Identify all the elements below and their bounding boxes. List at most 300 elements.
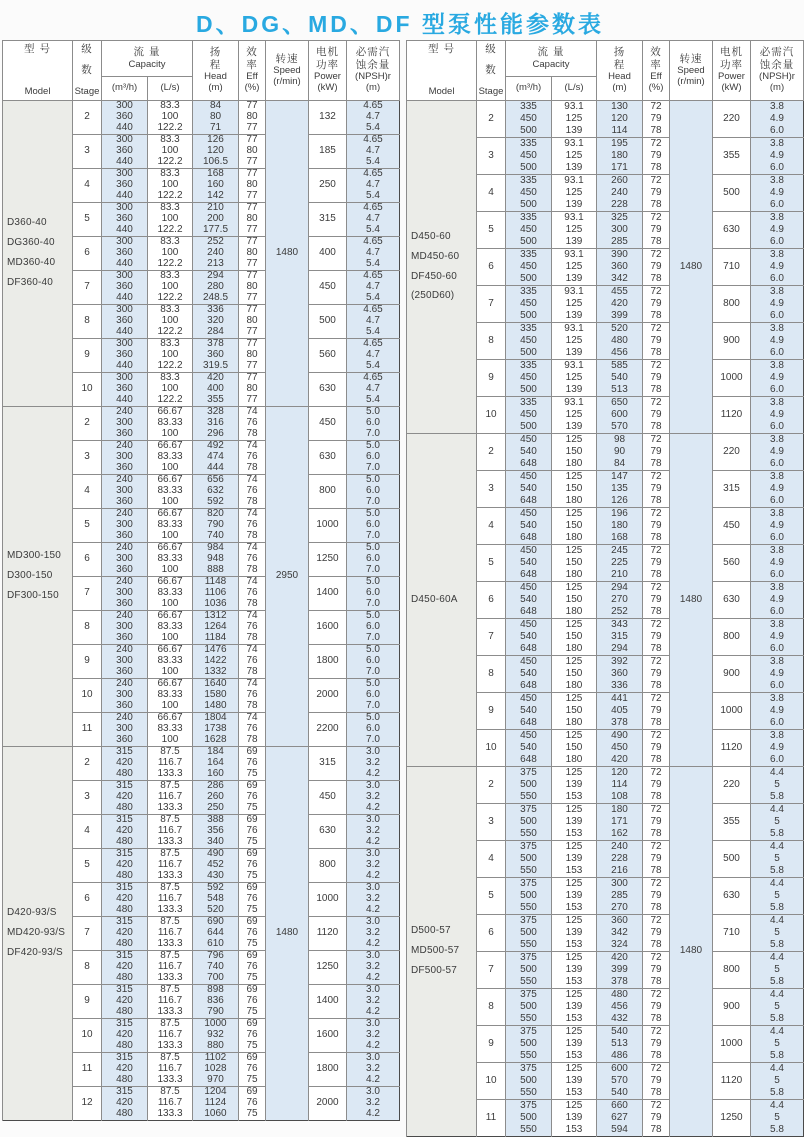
cell-flow-m3h: 300 — [102, 554, 148, 565]
cell-eff: 78 — [643, 1050, 670, 1063]
cell-eff: 72 — [643, 582, 670, 595]
cell-flow-ls: 100 — [148, 531, 193, 543]
cell-npsh: 4.65 — [347, 373, 400, 385]
cell-flow-ls: 93.1 — [552, 101, 597, 114]
cell-eff: 78 — [643, 643, 670, 656]
cell-npsh: 5.4 — [347, 361, 400, 373]
cell-flow-m3h: 335 — [506, 138, 552, 151]
cell-eff: 72 — [643, 915, 670, 928]
cell-head: 660 — [597, 1100, 643, 1113]
cell-npsh: 4.9 — [751, 705, 804, 717]
cell-stage: 9 — [477, 360, 506, 397]
cell-stage: 2 — [477, 101, 506, 138]
cell-flow-ls: 93.1 — [552, 397, 597, 410]
cell-npsh: 4.7 — [347, 146, 400, 157]
cell-power: 1120 — [713, 1063, 751, 1100]
cell-head: 200 — [193, 214, 239, 225]
cell-eff: 76 — [239, 622, 266, 633]
cell-power: 450 — [309, 407, 347, 441]
cell-head: 162 — [597, 828, 643, 841]
cell-model-group — [407, 767, 477, 1137]
cell-eff: 72 — [643, 508, 670, 521]
table-row — [407, 101, 804, 114]
cell-head: 585 — [597, 360, 643, 373]
cell-head: 320 — [193, 316, 239, 327]
cell-flow-m3h: 300 — [102, 203, 148, 215]
cell-npsh: 5 — [751, 816, 804, 828]
cell-eff: 79 — [643, 409, 670, 421]
cell-npsh: 6.0 — [347, 622, 400, 633]
cell-eff: 78 — [643, 495, 670, 508]
cell-head: 319.5 — [193, 361, 239, 373]
cell-stage: 4 — [477, 175, 506, 212]
cell-flow-m3h: 450 — [506, 730, 552, 743]
header-head: 扬 程 Head (m) — [193, 41, 239, 101]
cell-head: 300 — [597, 878, 643, 891]
cell-eff: 77 — [239, 135, 266, 147]
cell-eff: 78 — [239, 497, 266, 509]
cell-eff: 79 — [643, 224, 670, 236]
cell-flow-ls: 125 — [552, 619, 597, 632]
cell-npsh: 3.0 — [347, 1053, 400, 1065]
cell-power: 1800 — [309, 645, 347, 679]
cell-head: 1264 — [193, 622, 239, 633]
cell-eff: 69 — [239, 781, 266, 793]
header-model: 型 号 Model — [3, 41, 73, 101]
cell-head: 1184 — [193, 633, 239, 645]
cell-npsh: 4.65 — [347, 135, 400, 147]
cell-flow-m3h: 315 — [102, 985, 148, 997]
cell-flow-ls: 87.5 — [148, 781, 193, 793]
cell-head: 888 — [193, 565, 239, 577]
model-name: MD420-93/S — [7, 927, 66, 939]
cell-head: 84 — [597, 458, 643, 471]
cell-flow-ls: 87.5 — [148, 1053, 193, 1065]
cell-head: 1028 — [193, 1064, 239, 1075]
cell-eff: 72 — [643, 730, 670, 743]
cell-head: 285 — [597, 236, 643, 249]
cell-flow-ls: 133.3 — [148, 1109, 193, 1121]
cell-eff: 77 — [239, 225, 266, 237]
cell-head: 120 — [193, 146, 239, 157]
cell-flow-m3h: 500 — [506, 1001, 552, 1013]
cell-flow-m3h: 240 — [102, 679, 148, 691]
cell-head: 180 — [597, 804, 643, 817]
cell-flow-ls: 66.67 — [148, 475, 193, 487]
cell-eff: 69 — [239, 917, 266, 929]
cell-npsh: 6.0 — [347, 656, 400, 667]
cell-eff: 79 — [643, 816, 670, 828]
table-row — [407, 767, 804, 780]
cell-stage: 5 — [73, 203, 102, 237]
cell-npsh: 4.9 — [751, 594, 804, 606]
cell-npsh: 5.8 — [751, 828, 804, 841]
cell-npsh: 4.9 — [751, 224, 804, 236]
cell-flow-m3h: 480 — [102, 939, 148, 951]
cell-head: 600 — [597, 409, 643, 421]
cell-flow-m3h: 440 — [102, 225, 148, 237]
cell-speed: 1480 — [266, 747, 309, 1121]
cell-npsh: 5 — [751, 927, 804, 939]
cell-flow-ls: 139 — [552, 890, 597, 902]
cell-flow-ls: 66.67 — [148, 645, 193, 657]
cell-npsh: 3.2 — [347, 1098, 400, 1109]
cell-stage: 3 — [477, 138, 506, 175]
cell-head: 248.5 — [193, 293, 239, 305]
cell-flow-ls: 93.1 — [552, 360, 597, 373]
cell-flow-ls: 116.7 — [148, 996, 193, 1007]
cell-npsh: 3.0 — [347, 1019, 400, 1031]
cell-npsh: 4.2 — [347, 837, 400, 849]
cell-flow-m3h: 300 — [102, 622, 148, 633]
cell-flow-ls: 133.3 — [148, 871, 193, 883]
cell-flow-ls: 150 — [552, 705, 597, 717]
cell-power: 500 — [713, 841, 751, 878]
cell-head: 252 — [193, 237, 239, 249]
cell-npsh: 5.0 — [347, 475, 400, 487]
cell-flow-ls: 93.1 — [552, 175, 597, 188]
cell-flow-m3h: 550 — [506, 791, 552, 804]
cell-eff: 78 — [643, 1087, 670, 1100]
cell-npsh: 4.7 — [347, 214, 400, 225]
cell-eff: 77 — [239, 361, 266, 373]
cell-npsh: 3.8 — [751, 471, 804, 484]
cell-head: 343 — [597, 619, 643, 632]
cell-eff: 78 — [239, 531, 266, 543]
cell-head: 600 — [597, 1063, 643, 1076]
cell-flow-m3h: 450 — [506, 471, 552, 484]
cell-flow-m3h: 420 — [102, 860, 148, 871]
cell-stage: 2 — [477, 434, 506, 471]
cell-head: 356 — [193, 826, 239, 837]
cell-eff: 79 — [643, 1038, 670, 1050]
cell-stage: 5 — [477, 878, 506, 915]
cell-flow-ls: 116.7 — [148, 1098, 193, 1109]
cell-head: 114 — [597, 125, 643, 138]
cell-npsh: 4.9 — [751, 446, 804, 458]
cell-eff: 72 — [643, 952, 670, 965]
cell-stage: 4 — [477, 508, 506, 545]
cell-flow-m3h: 420 — [102, 894, 148, 905]
cell-flow-ls: 133.3 — [148, 803, 193, 815]
cell-flow-m3h: 420 — [102, 962, 148, 973]
cell-eff: 79 — [643, 853, 670, 865]
cell-eff: 74 — [239, 679, 266, 691]
cell-flow-m3h: 450 — [506, 693, 552, 706]
cell-flow-ls: 153 — [552, 1013, 597, 1026]
cell-flow-ls: 153 — [552, 828, 597, 841]
header-stage: 级 数 Stage — [477, 41, 506, 101]
cell-npsh: 6.0 — [751, 421, 804, 434]
cell-head: 444 — [193, 463, 239, 475]
cell-head: 296 — [193, 429, 239, 441]
cell-npsh: 5.0 — [347, 543, 400, 555]
cell-flow-ls: 139 — [552, 273, 597, 286]
cell-eff: 78 — [643, 421, 670, 434]
cell-head: 228 — [597, 853, 643, 865]
cell-head: 644 — [193, 928, 239, 939]
cell-flow-ls: 150 — [552, 446, 597, 458]
cell-flow-ls: 125 — [552, 224, 597, 236]
model-name: D420-93/S — [7, 907, 57, 919]
table-row — [407, 434, 804, 447]
cell-npsh: 4.2 — [347, 905, 400, 917]
cell-eff: 79 — [643, 890, 670, 902]
cell-npsh: 4.2 — [347, 871, 400, 883]
cell-flow-ls: 139 — [552, 927, 597, 939]
model-name: D450-60 — [411, 230, 451, 242]
cell-flow-m3h: 240 — [102, 475, 148, 487]
cell-eff: 74 — [239, 543, 266, 555]
cell-flow-m3h: 375 — [506, 878, 552, 891]
cell-power: 1000 — [309, 883, 347, 917]
cell-power: 800 — [309, 849, 347, 883]
cell-flow-ls: 125 — [552, 915, 597, 928]
cell-flow-ls: 180 — [552, 532, 597, 545]
cell-flow-m3h: 450 — [506, 224, 552, 236]
cell-flow-m3h: 440 — [102, 327, 148, 339]
cell-flow-ls: 125 — [552, 372, 597, 384]
cell-flow-ls: 139 — [552, 1038, 597, 1050]
cell-stage: 2 — [73, 747, 102, 781]
cell-eff: 77 — [239, 191, 266, 203]
cell-npsh: 3.2 — [347, 894, 400, 905]
cell-eff: 78 — [643, 1124, 670, 1137]
cell-head: 740 — [193, 962, 239, 973]
cell-flow-ls: 153 — [552, 791, 597, 804]
cell-npsh: 3.2 — [347, 758, 400, 769]
cell-eff: 72 — [643, 878, 670, 891]
cell-flow-ls: 125 — [552, 298, 597, 310]
cell-npsh: 5.0 — [347, 509, 400, 521]
cell-eff: 77 — [239, 339, 266, 351]
cell-model-group — [3, 747, 73, 1121]
cell-flow-ls: 100 — [148, 316, 193, 327]
cell-npsh: 6.0 — [751, 717, 804, 730]
cell-flow-m3h: 375 — [506, 989, 552, 1002]
cell-eff: 72 — [643, 656, 670, 669]
cell-stage: 11 — [477, 1100, 506, 1137]
cell-flow-m3h: 450 — [506, 261, 552, 273]
cell-npsh: 5.8 — [751, 976, 804, 989]
cell-eff: 69 — [239, 747, 266, 759]
cell-eff: 79 — [643, 742, 670, 754]
cell-stage: 3 — [477, 471, 506, 508]
cell-head: 285 — [597, 890, 643, 902]
cell-npsh: 5.4 — [347, 293, 400, 305]
cell-npsh: 6.0 — [347, 554, 400, 565]
cell-head: 490 — [597, 730, 643, 743]
cell-power: 900 — [713, 656, 751, 693]
cell-head: 210 — [597, 569, 643, 582]
cell-flow-m3h: 500 — [506, 816, 552, 828]
cell-flow-m3h: 480 — [102, 837, 148, 849]
cell-eff: 78 — [643, 1013, 670, 1026]
cell-stage: 8 — [73, 611, 102, 645]
cell-head: 284 — [193, 327, 239, 339]
cell-eff: 78 — [643, 199, 670, 212]
cell-eff: 76 — [239, 792, 266, 803]
cell-flow-ls: 153 — [552, 902, 597, 915]
cell-flow-ls: 93.1 — [552, 286, 597, 299]
cell-npsh: 3.8 — [751, 434, 804, 447]
cell-flow-m3h: 480 — [102, 1007, 148, 1019]
cell-flow-ls: 125 — [552, 508, 597, 521]
cell-flow-m3h: 500 — [506, 347, 552, 360]
cell-head: 540 — [597, 372, 643, 384]
cell-stage: 3 — [73, 135, 102, 169]
cell-power: 1800 — [309, 1053, 347, 1087]
cell-eff: 76 — [239, 656, 266, 667]
cell-npsh: 5.0 — [347, 645, 400, 657]
cell-flow-m3h: 315 — [102, 951, 148, 963]
cell-flow-ls: 100 — [148, 497, 193, 509]
cell-flow-m3h: 550 — [506, 902, 552, 915]
cell-power: 710 — [713, 249, 751, 286]
cell-head: 492 — [193, 441, 239, 453]
cell-npsh: 4.65 — [347, 203, 400, 215]
cell-npsh: 7.0 — [347, 429, 400, 441]
cell-flow-ls: 83.33 — [148, 520, 193, 531]
cell-flow-ls: 122.2 — [148, 225, 193, 237]
cell-flow-m3h: 440 — [102, 361, 148, 373]
table-header — [3, 41, 400, 101]
cell-flow-m3h: 315 — [102, 747, 148, 759]
cell-npsh: 5.4 — [347, 157, 400, 169]
cell-power: 1120 — [713, 397, 751, 434]
cell-flow-ls: 116.7 — [148, 1030, 193, 1041]
cell-head: 216 — [597, 865, 643, 878]
cell-flow-ls: 116.7 — [148, 1064, 193, 1075]
cell-eff: 69 — [239, 883, 266, 895]
cell-npsh: 4.7 — [347, 384, 400, 395]
cell-npsh: 5.4 — [347, 259, 400, 271]
cell-flow-m3h: 315 — [102, 1087, 148, 1099]
cell-npsh: 3.8 — [751, 508, 804, 521]
cell-npsh: 3.8 — [751, 656, 804, 669]
cell-flow-m3h: 300 — [102, 305, 148, 317]
cell-npsh: 4.4 — [751, 767, 804, 780]
cell-head: 390 — [597, 249, 643, 262]
cell-npsh: 4.7 — [347, 248, 400, 259]
cell-head: 594 — [597, 1124, 643, 1137]
cell-stage: 2 — [477, 767, 506, 804]
cell-head: 984 — [193, 543, 239, 555]
cell-flow-ls: 66.67 — [148, 611, 193, 623]
cell-stage: 8 — [477, 989, 506, 1026]
cell-eff: 72 — [643, 804, 670, 817]
cell-stage: 8 — [73, 951, 102, 985]
cell-power: 560 — [713, 545, 751, 582]
cell-eff: 78 — [643, 125, 670, 138]
cell-flow-m3h: 300 — [102, 169, 148, 181]
cell-eff: 78 — [643, 310, 670, 323]
cell-flow-ls: 100 — [148, 112, 193, 123]
cell-flow-ls: 83.33 — [148, 588, 193, 599]
cell-eff: 75 — [239, 1075, 266, 1087]
cell-head: 420 — [597, 754, 643, 767]
cell-head: 240 — [597, 841, 643, 854]
cell-flow-ls: 180 — [552, 680, 597, 693]
cell-eff: 74 — [239, 645, 266, 657]
cell-flow-m3h: 360 — [102, 599, 148, 611]
cell-head: 898 — [193, 985, 239, 997]
header-power: 电机 功率 Power (kW) — [713, 41, 751, 101]
cell-stage: 7 — [73, 917, 102, 951]
cell-flow-m3h: 480 — [102, 871, 148, 883]
cell-eff: 77 — [239, 237, 266, 249]
cell-head: 399 — [597, 310, 643, 323]
cell-npsh: 3.8 — [751, 286, 804, 299]
cell-head: 280 — [193, 282, 239, 293]
cell-eff: 77 — [239, 305, 266, 317]
cell-head: 480 — [597, 335, 643, 347]
cell-flow-m3h: 420 — [102, 1064, 148, 1075]
cell-eff: 69 — [239, 849, 266, 861]
cell-flow-ls: 125 — [552, 878, 597, 891]
cell-eff: 75 — [239, 837, 266, 849]
cell-head: 340 — [193, 837, 239, 849]
cell-head: 1060 — [193, 1109, 239, 1121]
cell-head: 360 — [597, 915, 643, 928]
cell-head: 324 — [597, 939, 643, 952]
cell-flow-m3h: 550 — [506, 1124, 552, 1137]
cell-eff: 76 — [239, 690, 266, 701]
cell-npsh: 3.8 — [751, 175, 804, 188]
cell-flow-m3h: 375 — [506, 952, 552, 965]
table-header — [407, 41, 804, 101]
cell-power: 220 — [713, 101, 751, 138]
cell-npsh: 4.9 — [751, 335, 804, 347]
cell-flow-ls: 150 — [552, 631, 597, 643]
cell-npsh: 3.8 — [751, 693, 804, 706]
cell-stage: 7 — [477, 952, 506, 989]
cell-flow-ls: 125 — [552, 409, 597, 421]
cell-eff: 72 — [643, 175, 670, 188]
cell-eff: 78 — [643, 458, 670, 471]
cell-flow-m3h: 500 — [506, 1112, 552, 1124]
cell-flow-m3h: 500 — [506, 199, 552, 212]
header-npsh: 必需汽 蚀余量 (NPSH)r (m) — [347, 41, 400, 101]
cell-eff: 78 — [239, 599, 266, 611]
cell-head: 1804 — [193, 713, 239, 725]
cell-npsh: 3.8 — [751, 582, 804, 595]
cell-power: 132 — [309, 101, 347, 135]
cell-head: 1106 — [193, 588, 239, 599]
cell-stage: 5 — [73, 509, 102, 543]
cell-head: 294 — [597, 643, 643, 656]
cell-npsh: 4.9 — [751, 668, 804, 680]
cell-npsh: 4.9 — [751, 631, 804, 643]
cell-power: 1600 — [309, 1019, 347, 1053]
cell-flow-ls: 139 — [552, 384, 597, 397]
cell-flow-ls: 150 — [552, 483, 597, 495]
cell-eff: 79 — [643, 520, 670, 532]
cell-eff: 69 — [239, 1019, 266, 1031]
cell-eff: 76 — [239, 486, 266, 497]
cell-eff: 74 — [239, 713, 266, 725]
model-name: D450-60A — [411, 593, 458, 605]
cell-power: 1000 — [713, 693, 751, 730]
cell-eff: 78 — [643, 384, 670, 397]
cell-npsh: 4.65 — [347, 237, 400, 249]
cell-flow-m3h: 375 — [506, 915, 552, 928]
cell-flow-m3h: 480 — [102, 973, 148, 985]
cell-eff: 72 — [643, 286, 670, 299]
cell-eff: 76 — [239, 1098, 266, 1109]
cell-eff: 75 — [239, 905, 266, 917]
cell-eff: 77 — [239, 373, 266, 385]
